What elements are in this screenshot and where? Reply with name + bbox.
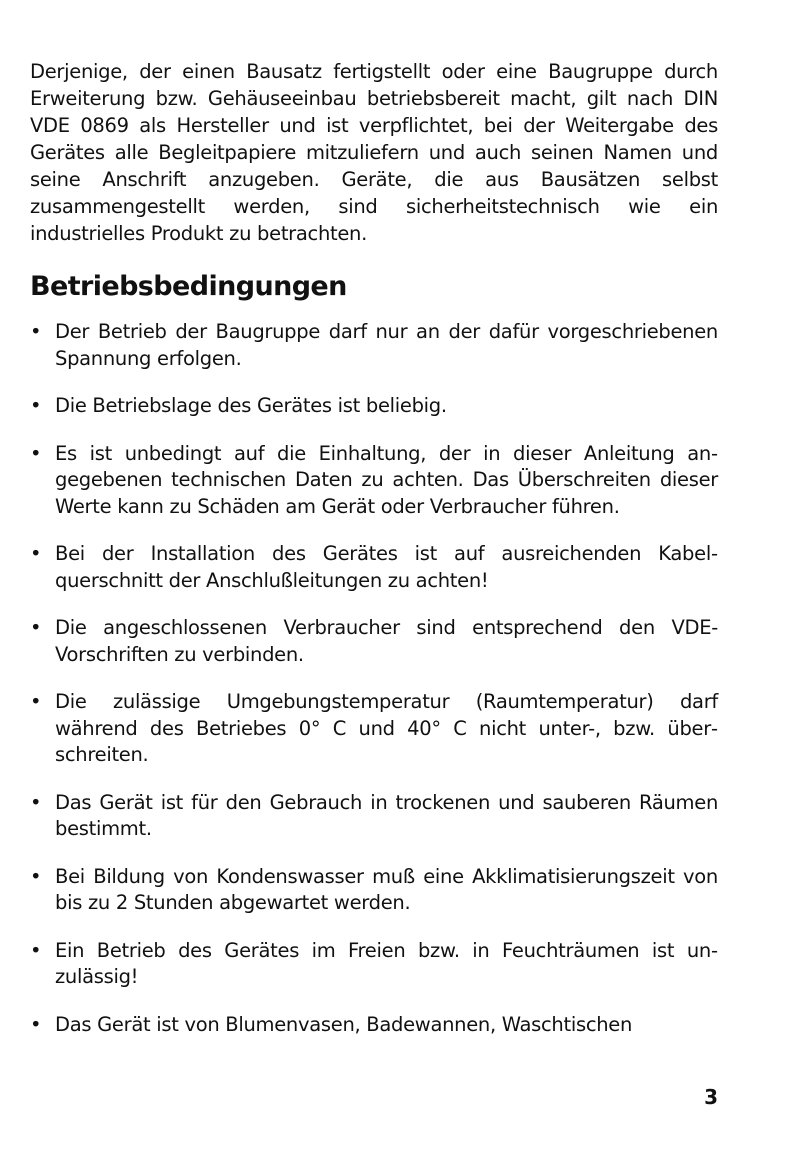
list-item-text: Bei der Installation des Gerätes ist auf ausreichenden Kabelquerschnitt der Anschlußleitungen zu achten! — [55, 542, 718, 592]
list-item — [30, 790, 718, 843]
list-item-text: Das Gerät ist von Blumenvasen, Badewannen, Waschtischen — [55, 1012, 633, 1036]
list-item-text: Der Betrieb der Baugruppe darf nur an der dafür vorgeschriebenen Spannung erfolgen. — [55, 320, 718, 370]
list-item-text: Bei Bildung von Kondenswasser muß eine Akklimatisierungszeit von bis zu 2 Stunden abgewartet werden. — [55, 864, 718, 914]
list-item — [30, 938, 718, 991]
intro-paragraph: Derjenige, der einen Bausatz fertigstellt oder eine Baugruppe durch Erweiterung bzw. Gehäuseeinbau betriebsbereit macht, gilt nach DIN VDE 0869 als Hersteller und ist verpflichtet, bei der Weitergabe des Gerätes alle Begleitpapiere mitzuliefern und auch seinen Namen und seine Anschrift anzugeben. Geräte, die aus Bausätzen selbst zusammengestellt werden, sind sicherheitstechnisch wie ein industrielles Produkt zu betrachten. — [30, 60, 718, 245]
bullet-icon: • — [30, 790, 42, 814]
list-item-text: Das Gerät ist für den Gebrauch in trockenen und sauberen Räumen bestimmt. — [55, 790, 718, 840]
list-item — [30, 864, 718, 917]
list-item — [30, 541, 718, 594]
bullet-icon: • — [30, 441, 42, 465]
bullet-icon: • — [30, 1012, 42, 1036]
list-item — [30, 393, 718, 420]
document-page — [30, 58, 718, 1038]
section-heading: Betriebsbedingungen — [30, 271, 347, 302]
list-item-text: Die zulässige Umgebungstemperatur (Raumtemperatur) darf während des Betriebes 0° C und 40° C nicht unter-, bzw. überschreiten. — [55, 690, 718, 766]
list-item-text: Ein Betrieb des Gerätes im Freien bzw. in Feuchträumen ist unzulässig! — [55, 938, 718, 988]
list-item — [30, 615, 718, 668]
bullet-icon: • — [30, 938, 42, 962]
bullet-icon: • — [30, 690, 42, 713]
page-number: 3 — [704, 1085, 718, 1109]
bullet-icon: • — [30, 616, 42, 639]
list-item-text: Die angeschlossenen Verbraucher sind entsprechend den VDE-Vorschriften zu verbinden. — [55, 616, 718, 666]
operating-conditions-list — [30, 319, 718, 1038]
list-item — [30, 319, 718, 372]
list-item — [30, 1012, 718, 1039]
list-item — [30, 441, 718, 521]
bullet-icon: • — [30, 320, 42, 343]
list-item-text: Die Betriebslage des Gerätes ist beliebig. — [55, 394, 447, 417]
list-item — [30, 689, 718, 769]
bullet-icon: • — [30, 394, 42, 417]
bullet-icon: • — [30, 864, 42, 888]
bullet-icon: • — [30, 542, 42, 565]
list-item-text: Es ist unbedingt auf die Einhaltung, der in dieser Anleitung angegebenen technischen Daten zu achten. Das Überschreiten dieser Werte kann zu Schäden am Gerät oder Verbraucher führen. — [55, 441, 718, 518]
